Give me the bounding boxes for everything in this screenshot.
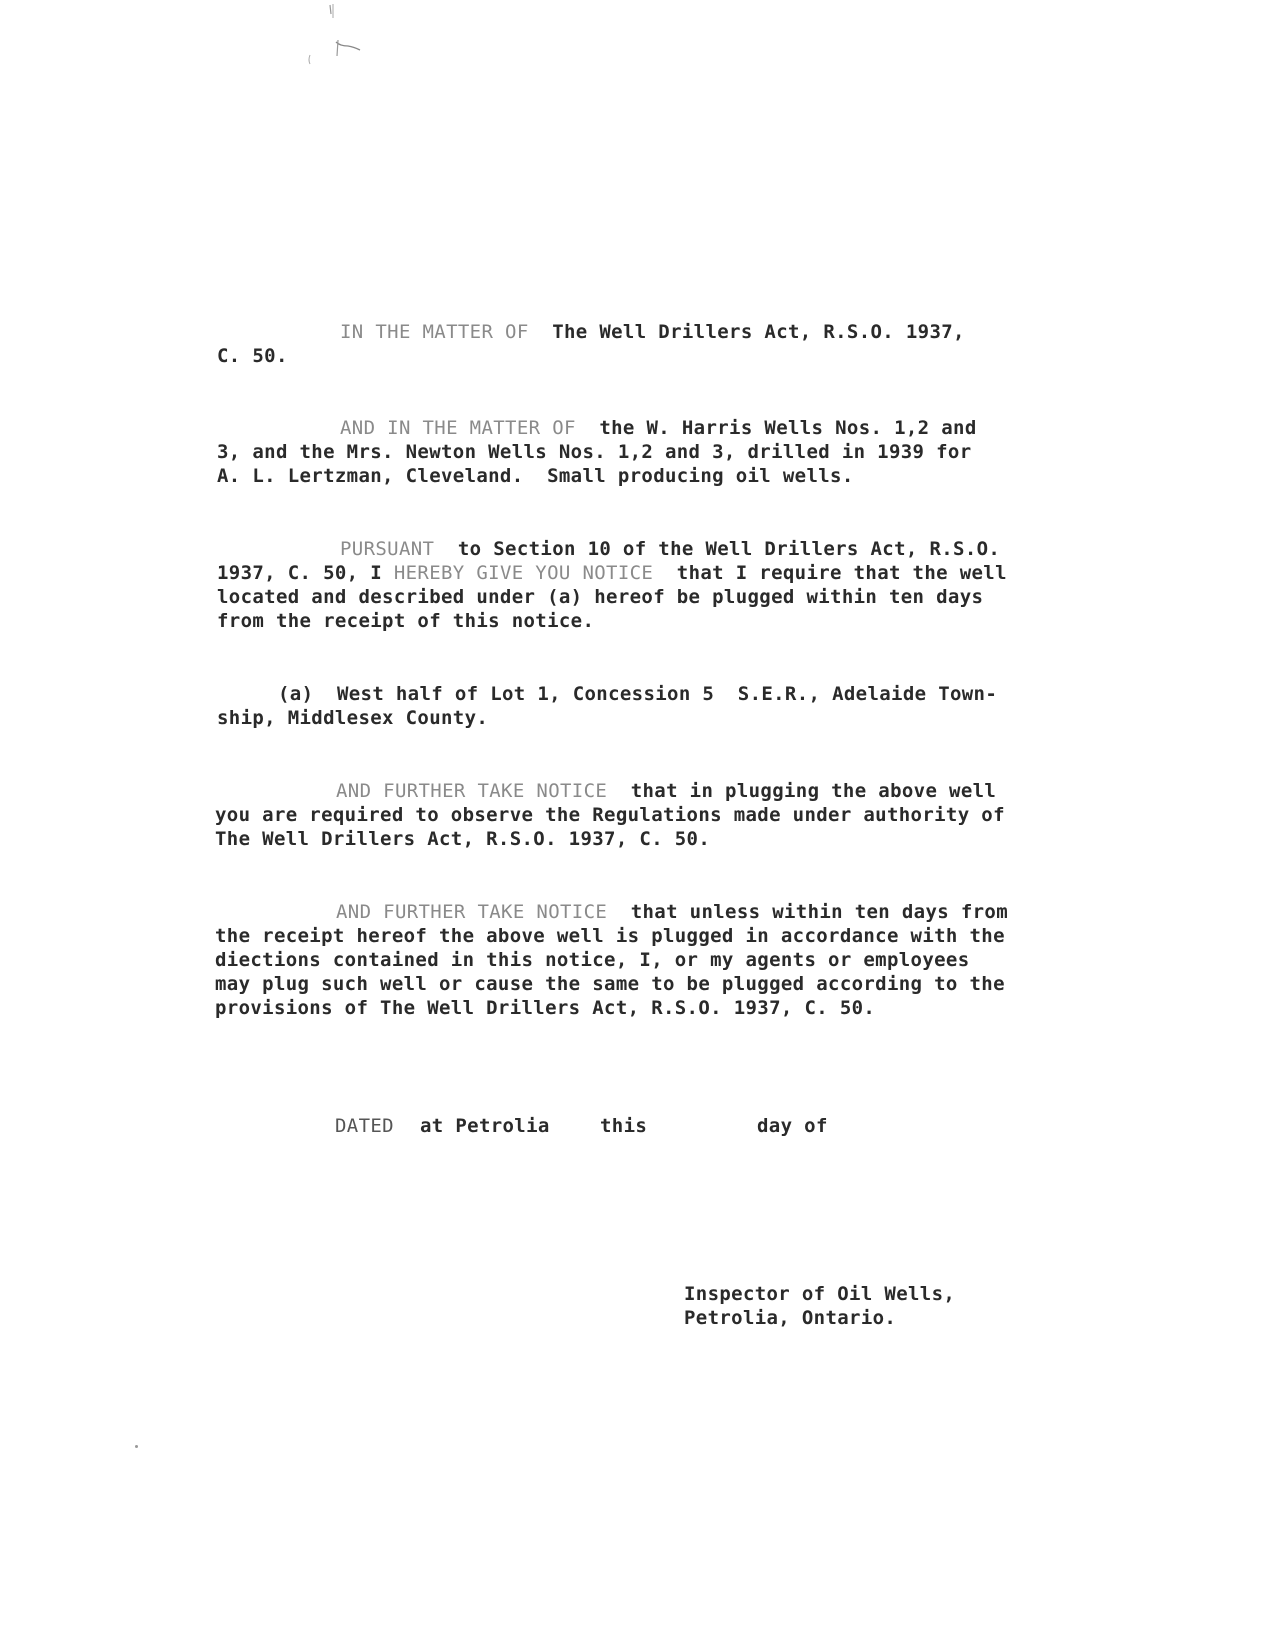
- dated-day-of: day of: [757, 1115, 828, 1137]
- dated-this: this: [600, 1115, 648, 1137]
- further1-line-2: you are required to observe the Regulations made under authority of: [215, 804, 1005, 826]
- pursuant-line-3: located and described under (a) hereof be plugged within ten days: [217, 586, 984, 608]
- second-matter-line-3: A. L. Lertzman, Cleveland. Small producing oil wells.: [217, 465, 854, 487]
- dated-lead: DATED: [335, 1115, 394, 1137]
- further1-text-1: that in plugging the above well: [630, 780, 997, 802]
- further1-lead: AND FURTHER TAKE NOTICE: [336, 780, 608, 802]
- pursuant-lead: PURSUANT: [340, 538, 435, 560]
- location-text-1: West half of Lot 1, Concession 5 S.E.R., Adelaide Town-: [336, 683, 998, 705]
- signature-line-2: Petrolia, Ontario.: [684, 1307, 897, 1329]
- further1-line-1: [336, 779, 996, 803]
- handwritten-marks: [300, 0, 380, 70]
- second-matter-line-2: 3, and the Mrs. Newton Wells Nos. 1,2 and 3, drilled in 1939 for: [217, 441, 972, 463]
- location-line-2: ship, Middlesex County.: [217, 707, 489, 729]
- paper-speck: [135, 1445, 138, 1448]
- second-matter-line-1: [340, 416, 977, 440]
- matter-text: The Well Drillers Act, R.S.O. 1937,: [552, 321, 965, 343]
- further2-line-5: provisions of The Well Drillers Act, R.S.O. 1937, C. 50.: [215, 997, 876, 1019]
- pursuant-line-4: from the receipt of this notice.: [217, 610, 595, 632]
- hereby-give-notice: HEREBY GIVE YOU NOTICE: [393, 562, 654, 584]
- signature-line-1: Inspector of Oil Wells,: [684, 1283, 956, 1305]
- pursuant-line-2: [217, 561, 1007, 585]
- matter-line-2: C. 50.: [217, 345, 288, 367]
- location-line-1: [278, 682, 997, 706]
- second-matter-lead: AND IN THE MATTER OF: [340, 417, 576, 439]
- pursuant-text-1: to Section 10 of the Well Drillers Act, R.S.O.: [457, 538, 1001, 560]
- dated-at-petrolia: at Petrolia: [420, 1115, 550, 1137]
- matter-lead: IN THE MATTER OF: [340, 321, 529, 343]
- pursuant-text-2b: that I require that the well: [676, 562, 1007, 584]
- pursuant-line-1: [340, 537, 1000, 561]
- location-label: (a): [278, 683, 314, 705]
- further2-line-4: may plug such well or cause the same to be plugged according to the: [215, 973, 1005, 995]
- further1-line-3: The Well Drillers Act, R.S.O. 1937, C. 50.: [215, 828, 711, 850]
- further2-line-1: [336, 900, 1008, 924]
- further2-lead: AND FURTHER TAKE NOTICE: [336, 901, 608, 923]
- further2-line-2: the receipt hereof the above well is plugged in accordance with the: [215, 925, 1005, 947]
- further2-line-3: diections contained in this notice, I, or my agents or employees: [215, 949, 970, 971]
- second-matter-text-1: the W. Harris Wells Nos. 1,2 and: [599, 417, 977, 439]
- pursuant-text-2a: 1937, C. 50, I: [217, 562, 383, 584]
- further2-text-1: that unless within ten days from: [630, 901, 1008, 923]
- matter-line-1: [340, 320, 965, 344]
